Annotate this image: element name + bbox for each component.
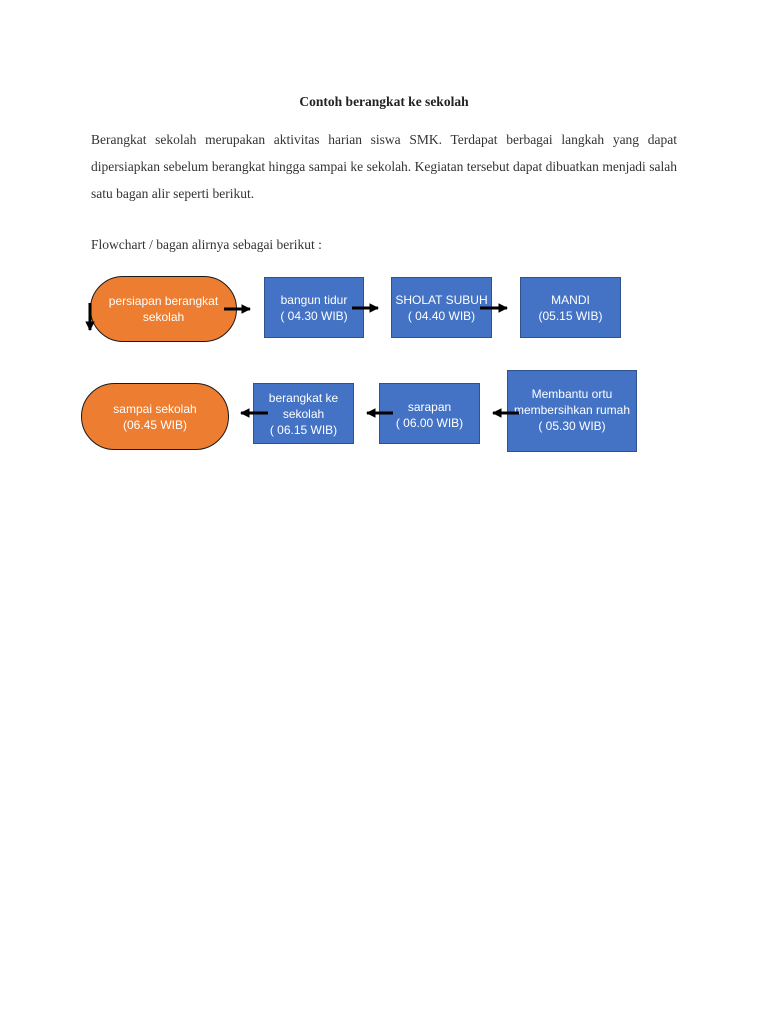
flow-step-time: (06.45 WIB) — [122, 417, 188, 432]
flow-step-time: ( 05.30 WIB) — [538, 419, 606, 433]
document-title: Contoh berangkat ke sekolah — [299, 94, 469, 109]
flow-step-text: sekolah — [142, 310, 185, 324]
flow-step-time: ( 04.30 WIB) — [280, 309, 348, 323]
flow-step-text: sampai sekolah — [113, 401, 197, 416]
flow-step-time: ( 06.15 WIB) — [269, 423, 338, 437]
flow-step-text: Membantu ortu — [531, 387, 613, 401]
flow-step-text: bangun tidur — [280, 293, 348, 307]
flow-step-text: SHOLAT SUBUH — [395, 293, 488, 307]
flow-step-text: berangkat ke — [268, 391, 339, 405]
flow-step-time: ( 06.00 WIB) — [395, 416, 464, 430]
document-paragraph: Berangkat sekolah merupakan aktivitas harian siswa SMK. Terdapat berbagai langkah yang dapat dipersiapkan sebelum berangkat hingga sampai ke sekolah. Kegiatan tersebut dapat dibuatkan menjadi salah satu bagan alir seperti berikut. — [91, 132, 677, 201]
flow-step-text: persiapan berangkat — [108, 294, 219, 308]
flowchart-intro: Flowchart / bagan alirnya sebagai berikut : — [91, 237, 322, 252]
flow-step-text: sarapan — [407, 400, 452, 414]
flow-step-text: sekolah — [282, 407, 325, 421]
flow-step-time: ( 04.40 WIB) — [407, 309, 476, 323]
flow-step-time: (05.15 WIB) — [538, 309, 603, 323]
flow-step-text: MANDI — [551, 293, 590, 307]
flow-step-text: membersihkan rumah — [513, 403, 631, 417]
